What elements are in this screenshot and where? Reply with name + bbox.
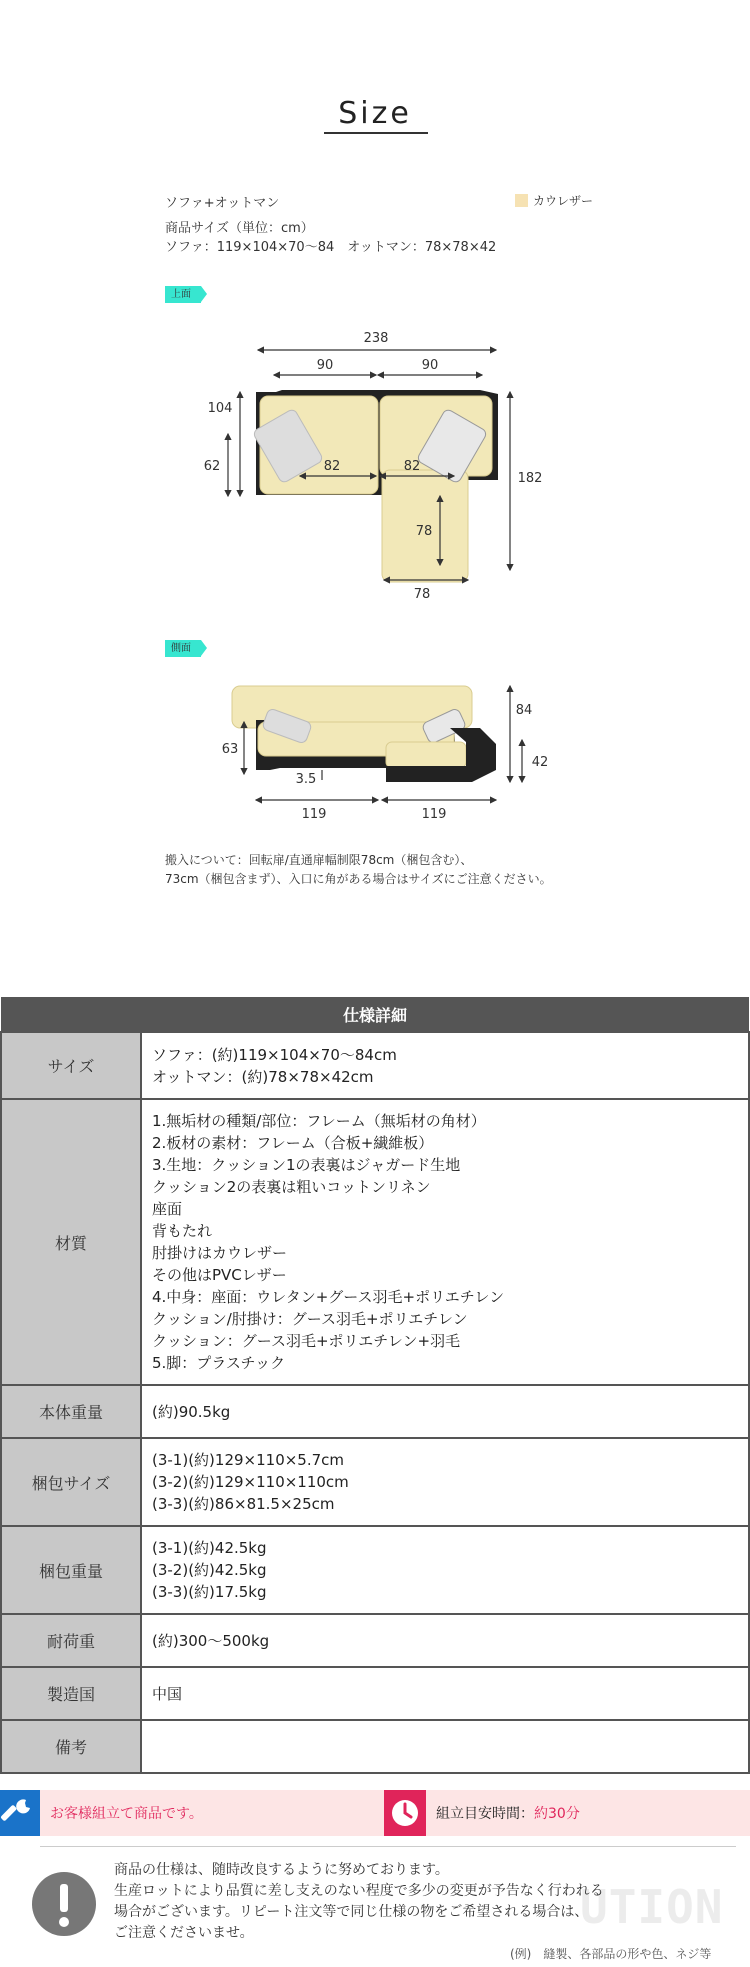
divider — [40, 1846, 736, 1847]
caution-watermark: UTION — [580, 1880, 724, 1934]
spec-line: その他はPVCレザー — [152, 1266, 287, 1284]
note-line: 搬入について：回転扉/直通扉幅制限78cm（梱包含む）、 — [165, 853, 473, 867]
notice-text — [114, 1860, 674, 1944]
table-row — [1, 1720, 749, 1773]
leather-swatch — [515, 194, 528, 207]
side-ottoman-top — [386, 742, 466, 768]
spec-heading: 仕様詳細 — [1, 997, 749, 1032]
spec-line: オットマン：(約)78×78×42cm — [152, 1067, 374, 1086]
delivery-note — [165, 851, 552, 889]
dim-ottoman-depth: 78 — [415, 524, 433, 539]
assembly-time-value: 約30分 — [534, 1806, 580, 1822]
spec-line: 4.中身：座面：ウレタン+グース羽毛+ポリエチレン — [152, 1288, 505, 1306]
spec-label: 本体重量 — [1, 1385, 141, 1438]
spec-table — [0, 997, 750, 1774]
dim-sofa-width: 119 — [301, 807, 327, 822]
table-row — [1, 1032, 749, 1099]
exclamation-icon — [32, 1872, 96, 1936]
dimensions-line: ソファ：119×104×70～84 オットマン：78×78×42 — [165, 240, 497, 255]
dim-right-seat: 82 — [403, 459, 421, 474]
clock-icon — [384, 1790, 426, 1836]
spec-line: ソファ：(約)119×104×70～84cm — [152, 1045, 397, 1064]
spec-line: (約)300～500kg — [152, 1631, 270, 1650]
dim-seat-depth: 62 — [203, 459, 221, 474]
spec-value — [141, 1614, 749, 1667]
notice-line: ご注意くださいませ。 — [114, 1925, 254, 1941]
assembly-time — [436, 1803, 580, 1823]
spec-value — [141, 1032, 749, 1099]
spec-line: 肘掛けはカウレザー — [152, 1244, 288, 1262]
assembly-text: お客様組立て商品です。 — [50, 1806, 203, 1822]
side-view-diagram — [210, 670, 560, 830]
table-row — [1, 1667, 749, 1720]
spec-value — [141, 1438, 749, 1526]
spec-label: 耐荷重 — [1, 1614, 141, 1667]
spec-line: クッション/肘掛け：グース羽毛+ポリエチレン — [152, 1310, 468, 1328]
spec-line: 座面 — [152, 1200, 183, 1218]
side-ottoman-base — [386, 766, 466, 782]
table-row — [1, 1614, 749, 1667]
wrench-icon — [0, 1790, 40, 1836]
spec-label: 材質 — [1, 1099, 141, 1385]
notice-line: 商品の仕様は、随時改良するように努めております。 — [114, 1862, 449, 1878]
spec-value — [141, 1526, 749, 1614]
spec-line: 2.板材の素材：フレーム（合板+繊維板） — [152, 1134, 434, 1152]
spec-line: (3-1)(約)129×110×5.7cm — [152, 1451, 345, 1469]
dim-ottoman-width: 78 — [413, 587, 431, 602]
spec-value — [141, 1720, 749, 1773]
dim-leg-height: 3.5 — [295, 772, 317, 787]
top-view-tag: 上面 — [165, 286, 201, 303]
dim-ottoman-height: 42 — [531, 755, 549, 770]
spec-line: (3-3)(約)86×81.5×25cm — [152, 1495, 335, 1513]
spec-line: (約)90.5kg — [152, 1402, 231, 1421]
dim-right-width: 90 — [421, 358, 439, 373]
spec-line: 3.生地：クッション1の表裏はジャガード生地 — [152, 1156, 461, 1174]
spec-label: 梱包サイズ — [1, 1438, 141, 1526]
spec-label: サイズ — [1, 1032, 141, 1099]
unit-line: 商品サイズ（単位：cm） — [165, 221, 314, 236]
note-line: 73cm（梱包含まず）、入口に角がある場合はサイズにご注意ください。 — [165, 872, 552, 886]
spec-line: (3-2)(約)42.5kg — [152, 1561, 267, 1579]
table-row — [1, 1526, 749, 1614]
dim-left-width: 90 — [316, 358, 334, 373]
spec-line: 1.無垢材の種類/部位：フレーム（無垢材の角材） — [152, 1112, 486, 1130]
spec-line: クッション：グース羽毛+ポリエチレン+羽毛 — [152, 1332, 461, 1350]
dim-left-seat: 82 — [323, 459, 341, 474]
product-name: ソファ+オットマン — [165, 196, 280, 211]
spec-label: 梱包重量 — [1, 1526, 141, 1614]
table-row — [1, 1385, 749, 1438]
assembly-banner — [0, 1790, 750, 1836]
dim-depth: 104 — [207, 401, 233, 416]
page-title: Size — [338, 96, 412, 131]
notice-example: (例) 縫製、各部品の形や色、ネジ等 — [510, 1947, 712, 1961]
spec-label: 製造国 — [1, 1667, 141, 1720]
spec-label: 備考 — [1, 1720, 141, 1773]
spec-line: 5.脚：プラスチック — [152, 1354, 286, 1372]
dim-ottoman-width-side: 119 — [421, 807, 447, 822]
spec-line: 中国 — [152, 1684, 183, 1703]
spec-line: (3-3)(約)17.5kg — [152, 1583, 267, 1601]
spec-value — [141, 1667, 749, 1720]
dim-back-height: 84 — [515, 703, 533, 718]
dim-seat-height: 63 — [221, 742, 239, 757]
dim-total-depth: 182 — [517, 471, 543, 486]
notice-line: 場合がございます。リピート注文等で同じ仕様の物をご希望される場合は、 — [114, 1904, 589, 1920]
spec-line: (3-2)(約)129×110×110cm — [152, 1473, 349, 1491]
spec-value — [141, 1099, 749, 1385]
title-underline — [324, 132, 428, 134]
spec-line: 背もたれ — [152, 1222, 213, 1240]
dim-overall-width: 238 — [363, 331, 389, 346]
spec-line: (3-1)(約)42.5kg — [152, 1539, 267, 1557]
assembly-time-label: 組立目安時間： — [436, 1806, 534, 1822]
top-view-diagram — [200, 320, 560, 610]
side-view-tag: 側面 — [165, 640, 201, 657]
table-row — [1, 1099, 749, 1385]
notice-line: 生産ロットにより品質に差し支えのない程度で多少の変更が予告なく行われる — [114, 1883, 604, 1899]
spec-line: クッション2の表裏は粗いコットンリネン — [152, 1178, 431, 1196]
material-legend — [515, 192, 593, 209]
legend-label: カウレザー — [533, 194, 594, 208]
spec-value — [141, 1385, 749, 1438]
table-row — [1, 1438, 749, 1526]
